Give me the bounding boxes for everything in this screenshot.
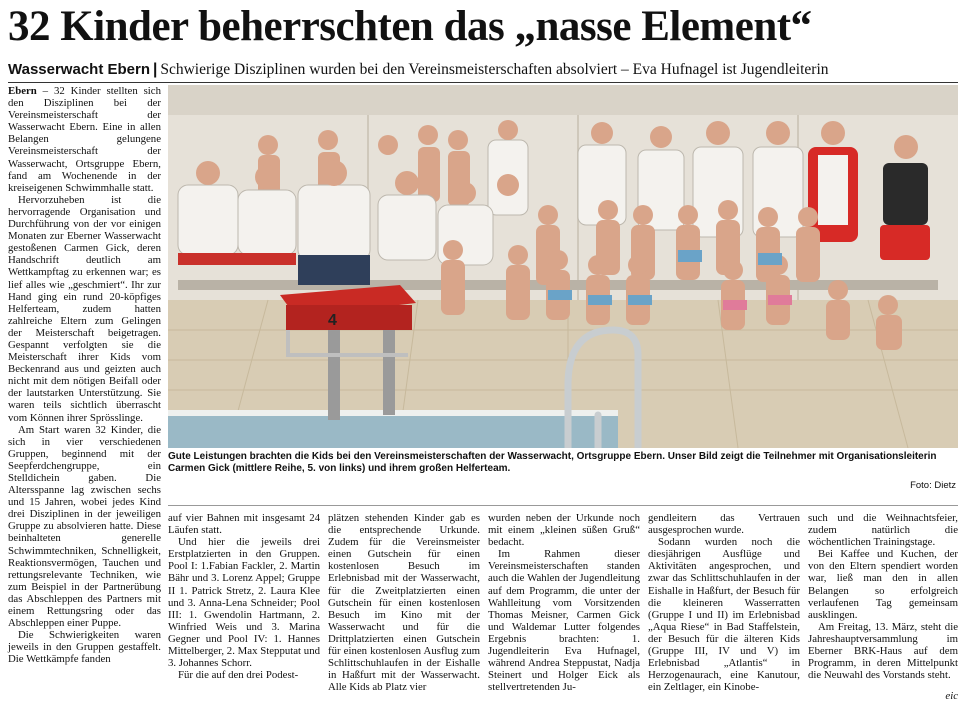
article-column-1: [8, 85, 161, 700]
article-paragraph: Und hier die jeweils drei Erstplatzierten in den Gruppen. Pool I: 1.Fabian Fackler, 2. Martin Bähr und 3. Lorenz Appel; Gruppe II 1. Patrick Stretz, 2. Laura Klee und 3. Anna-Lena Schneider; Pool III: 1. Gwendolin Hartmann, 2. Winfried Weis und 3. Marina Gegner und Pool IV: 1. Hannes Mittelberger, 2. Max Stepputat und 3. Johannes Schorr.: [168, 536, 320, 670]
block-number: 4: [328, 312, 337, 329]
caption-rule: [168, 505, 958, 506]
article-paragraph: such und die Weihnachtsfeier, zudem natürlich die wöchentlichen Trainingstage.: [808, 512, 958, 549]
article-paragraph: Am Start waren 32 Kinder, die sich in vier verschiedenen Gruppen, beginnend mit der Seepferdchengruppe, ein Stelldichein gaben. Die Altersspanne lag zwischen sechs und 15 Jahren, wobei jedes Kind drei Disziplinen in der jeweiligen Gruppe zu absolvieren hatte. Diese beinhalteten generelle Schwimmtechniken, Schnelligkeit, Reaktionsvermögen, Tauchen und rettungsrelevante Techniken, wie zum Beispiel in der Partnerübung das Abschleppen des Partners mit einem Rettungsring oder das Abschleppen einer Puppe.: [8, 423, 161, 630]
header-rule: [8, 82, 958, 83]
subheadline-text: Schwierige Disziplinen wurden bei den Vereinsmeisterschaften absolviert – Eva Hufnagel ist Jugendleiterin: [160, 61, 829, 78]
author-initials: eic: [945, 689, 958, 702]
article-paragraph: wurden neben der Urkunde noch mit einem „kleinen süßen Gruß“ bedacht.: [488, 512, 640, 549]
article-paragraph: Sodann wurden noch die diesjährigen Ausflüge und Aktivitäten angesprochen, und zwar das Schlittschuhlaufen in der Eishalle in Haßfurt, der Besuch für die kleineren Wasserratten (Gruppe I und II) im Erlebnisbad „Aqua Riese“ in Bad Staffelstein, der Besuch für die älteren Kids (Gruppe III, IV und V) im Erlebnisbad „Atlantis“ in Herzogenaurach, eine Kanutour, ein Zeltlager, ein Kinobe-: [648, 536, 800, 694]
group-photo: [168, 85, 958, 448]
article-paragraph: Hervorzuheben ist die hervorragende Organisation und Durchführung von der vor einigen Monaten zur Eberner Wasserwacht gestoßenen Carmen Gick, deren Handschrift deutlich am Wettkampftag zu erkennen war; es lief alles wie „geschmiert“. Ihr zur Hand ging ein rund 20-köpfiges Helferteam, zudem hatten zahlreiche Eltern zum Gelingen der Meisterschaft beigetragen. Gespannt verfolgten sie die Meisterschaft ihrer Kids vom Beckenrand aus und geizten auch nicht mit dem nötigen Beifall oder der lautstarken Unterstützung. Sie waren teils sichtlich überrascht vom Können ihrer Sprösslinge.: [8, 193, 161, 424]
article-paragraph: Im Rahmen dieser Vereinsmeisterschaften standen auch die Wahlen der Jugendleitung auf dem Programm, die unter der Wahlleitung vom Vorsitzenden Thomas Meisner, Carmen Gick und Waldemar Lutter folgendes Ergebnis brachten: 1. Jugendleiterin Eva Hufnagel, während Andrea Steppustat, Nadja Steinert und Holger Eick als stellvertretenden Ju-: [488, 548, 640, 694]
photo-credit: Foto: Dietz: [910, 479, 956, 491]
article-column-5: [648, 512, 800, 702]
photo-caption: [168, 451, 958, 501]
article-column-2: [168, 512, 320, 702]
article-column-3: [328, 512, 480, 702]
article-column-4: [488, 512, 640, 702]
article-paragraph: Für die auf den drei Podest-: [178, 669, 299, 682]
article-column-6: [808, 512, 958, 702]
subheadline-organization: Wasserwacht Ebern: [8, 61, 150, 78]
photo-caption-text: Gute Leistungen brachten die Kids bei den Vereinsmeisterschaften der Wasserwacht, Ortsgruppe Ebern. Unser Bild zeigt die Teilnehmer mit Organisationsleiterin Carmen Gick (mittlere Reihe, 5. von links) und ihrem großen Helferteam.: [168, 451, 937, 474]
article-paragraph: auf vier Bahnen mit insgesamt 24 Läufen statt.: [168, 512, 320, 537]
article-paragraph: Am Freitag, 13. März, steht die Jahreshauptversammlung im Eberner BRK-Haus auf dem Programm, in deren Mittelpunkt die Neuwahl des Vorstands steht.: [808, 620, 958, 682]
headline: 32 Kinder beherrschten das „nasse Element“: [8, 3, 812, 50]
article-paragraph: Bei Kaffee und Kuchen, der von den Eltern spendiert worden war, ließ man den in allen Belangen so erfolgreich verlaufenen Tag gemeinsam ausklingen.: [808, 548, 958, 621]
group-photo-illustration: [168, 85, 958, 448]
dateline: Ebern: [8, 85, 37, 97]
article-paragraph: plätzen stehenden Kinder gab es die entsprechende Urkunde. Zudem für die Vereinsmeister einen Gutschein für einen kostenlosen Besuch im Erlebnisbad mit der Wasserwacht, für die Zweitplatzierten einen Gutschein für einen kostenlosen Besuch im Kino mit der Wasserwacht und für die Drittplatzierten einen Gutschein für einen kostenlosen Ausflug zum Schlittschuhlaufen in der Eishalle in Haßfurt mit der Wasserwacht. Alle Kids ab Platz vier: [328, 512, 480, 694]
subheadline-separator: |: [153, 61, 158, 78]
article-paragraph: gendleitern das Vertrauen ausgesprochen wurde.: [648, 512, 800, 537]
article-paragraph: Die Schwierigkeiten waren jeweils in den Gruppen gestaffelt. Die Wettkämpfe fanden: [8, 629, 161, 666]
subheadline: [8, 59, 958, 81]
article-paragraph: Ebern – 32 Kinder stellten sich den Disziplinen bei der Vereinsmeisterschaft der Wasserwacht Ebern. Eine in allen Belangen gelungene Vereinsmeisterschaft der Wasserwacht, Ortsgruppe Ebern, fand am Wochenende in der kreiseigenen Schwimmhalle statt.: [8, 85, 161, 194]
